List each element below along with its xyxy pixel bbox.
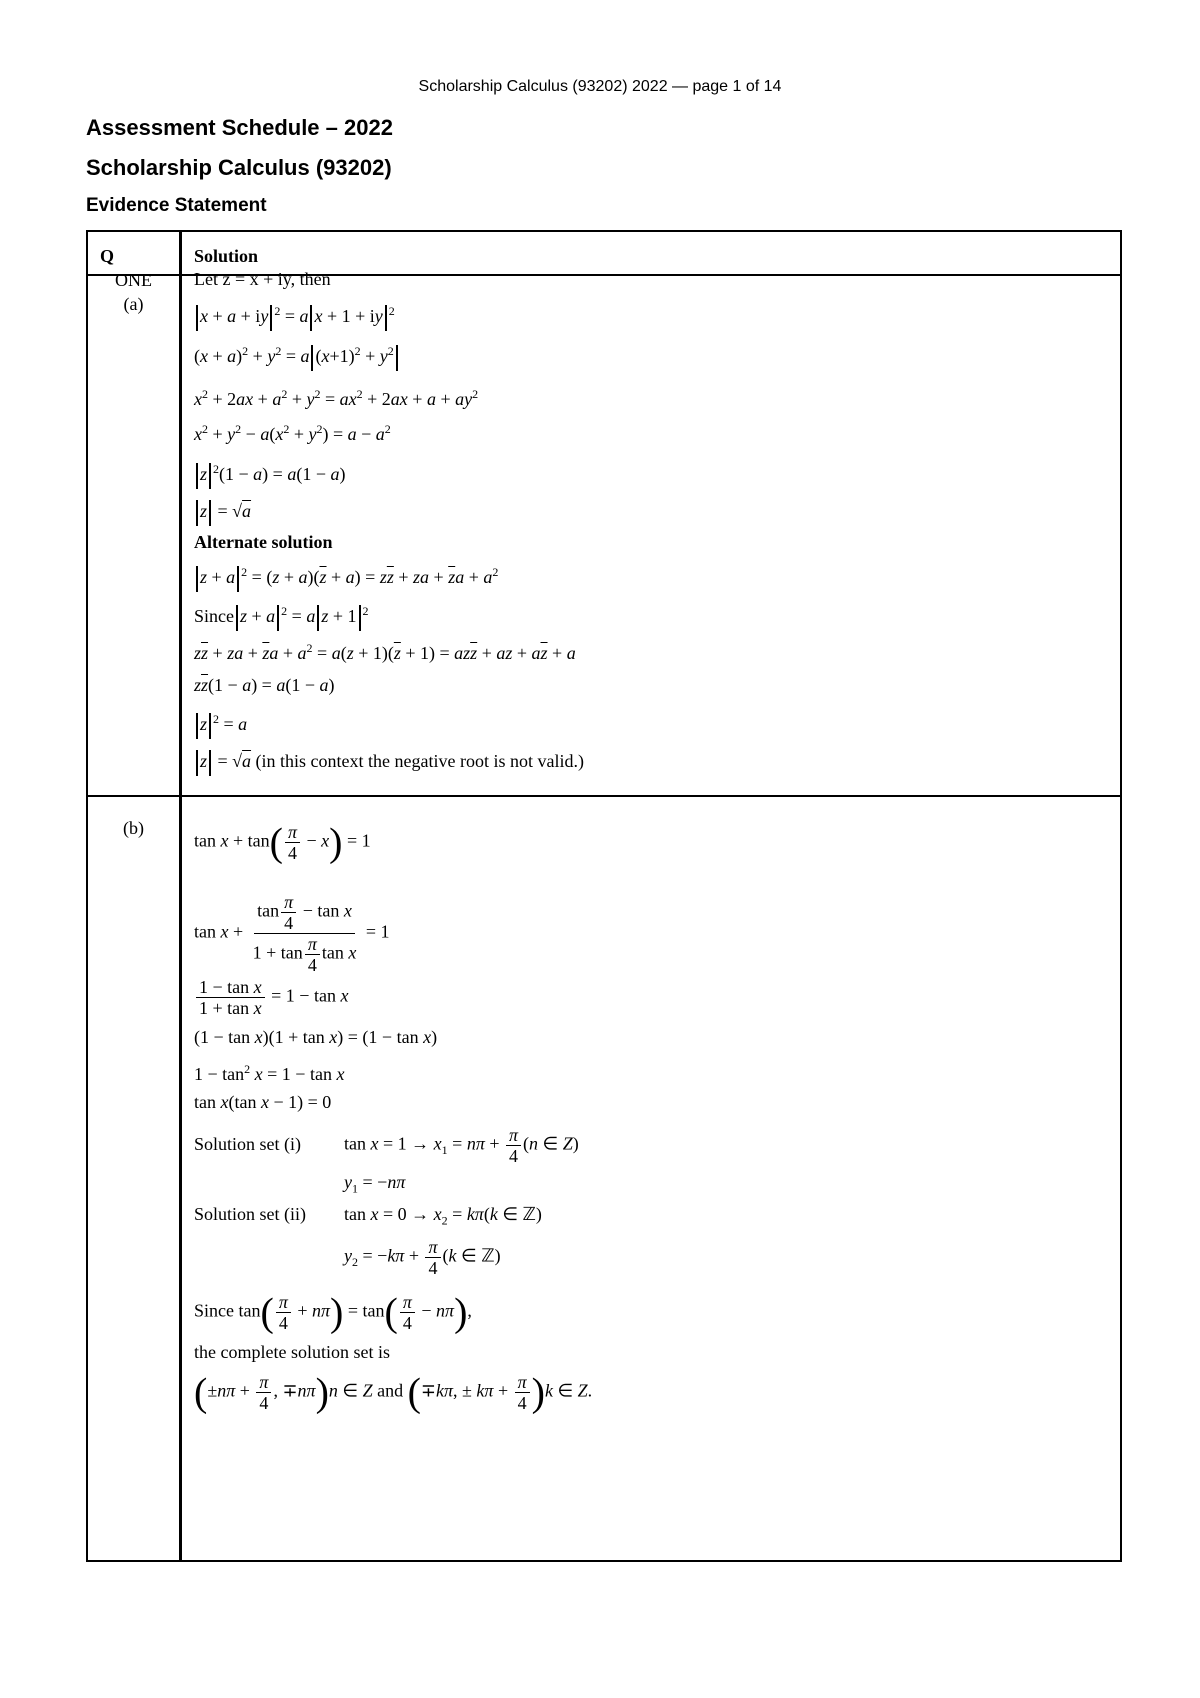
alternate-solution-heading: Alternate solution: [194, 532, 333, 552]
question-part-b: (b): [123, 818, 144, 838]
solution-b-line-4: (1 − tan x)(1 + tan x) = (1 − tan x): [194, 1027, 438, 1047]
document-subtitle: Scholarship Calculus (93202): [86, 155, 392, 180]
solution-a-alt-line-6: z = √a (in this context the negative root is not valid.): [194, 750, 584, 776]
solution-b-complete-set: (±nπ + $\frac{\pi}{4}$ , ∓nπ)n ∈ Z and (∓kπ, ± kπ + $\frac{\pi}{4}$ )k ∈ Z.: [194, 1369, 593, 1415]
solution-b-line-2: tan x + tan $\frac{\pi}{4}$ − tan x 1 + tan $\frac{\pi}{4}$ tan x = 1: [194, 892, 390, 975]
solution-b-line-3: $\frac{\text{1 − tan x}}{\text{1 + tan x}}$ = 1 − tan x: [194, 977, 348, 1018]
solution-a-alt-line-5: z $^2$ = a: [194, 712, 247, 739]
solution-b-complete-text: the complete solution set is: [194, 1342, 390, 1362]
solution-a-line-4: $x^2 + 2ax + a^2 + y^2 = ax^2 + 2ax + a + ay^2$: [194, 387, 479, 409]
column-header-solution: Solution: [194, 246, 259, 266]
solution-a-alt-line-3: $z\overline{z}$ + za + $\overline{z}a + a^2 = a(z + 1)(\overline{z} + 1) = az\overline{z}$ + az + $a\overline{z} + a$: [194, 641, 576, 663]
solution-b-since: Since tan( $\frac{\pi}{4}$ + nπ) = tan( $\frac{\pi}{4}$ − nπ),: [194, 1289, 472, 1335]
section-heading: Evidence Statement: [86, 195, 267, 216]
evidence-table: [86, 230, 1122, 1562]
solution-a-line-3: $(x + a)^2 + y^2 = a$ $(x+1)^2 + y^2$: [194, 344, 400, 371]
question-number: ONE: [115, 270, 152, 290]
column-divider: [179, 232, 182, 1560]
solution-b-set-ii-y: $y_2 = -k\pi$ + $\frac{\pi}{4}$ (k ∈ ℤ): [344, 1237, 501, 1278]
solution-a-line-6: z $^2$(1 − a) = a(1 − a): [194, 462, 345, 489]
solution-a-alt-line-1: z + a $^2 = (z + a)(\overline{z} + a) = z\overline{z}$ + za + $\overline{z}a + a^2$: [194, 565, 498, 592]
solution-a-alt-line-2: Since z + a $^2$ = a z + 1 $^2$: [194, 604, 369, 631]
solution-a-line-7: z = √a: [194, 500, 251, 526]
solution-b-line-6: tan x(tan x − 1) = 0: [194, 1092, 332, 1112]
document-title: Assessment Schedule – 2022: [86, 115, 393, 140]
solution-a-line-2: x + a + iy $^2$ = a x + 1 + iy $^2$: [194, 304, 395, 331]
question-label: [88, 268, 179, 316]
question-part-a: (a): [123, 294, 144, 314]
solution-a-line-1: Let z = x + iy, then: [194, 269, 331, 289]
solution-b-set-i: Solution set (i) $\tan x = 1 \to x_1 = n\pi$ + $\frac{\pi}{4}$ (n ∈ Z): [194, 1125, 579, 1166]
solution-b-line-5: $1 - \tan^2 x = 1 - \tan x$: [194, 1062, 345, 1084]
solution-a-alt-line-4: $z\overline{z}(1 - a) = a(1 - a)$: [194, 675, 335, 695]
solution-b-line-1: tan x + tan( $\frac{\pi}{4}$ − x) = 1: [194, 819, 371, 865]
solution-b-set-i-y: $y_1 = -n\pi$: [344, 1172, 406, 1196]
solution-b-set-ii: Solution set (ii) $\tan x = 0 \to x_2 = k\pi(k$ ∈ ℤ): [194, 1204, 542, 1228]
page-header: Scholarship Calculus (93202) 2022 — page 1 of 14: [418, 78, 782, 95]
column-header-q: Q: [100, 246, 115, 266]
solution-a-line-5: $x^2 + y^2 - a(x^2 + y^2) = a - a^2$: [194, 422, 391, 444]
row-divider: [88, 795, 1120, 797]
